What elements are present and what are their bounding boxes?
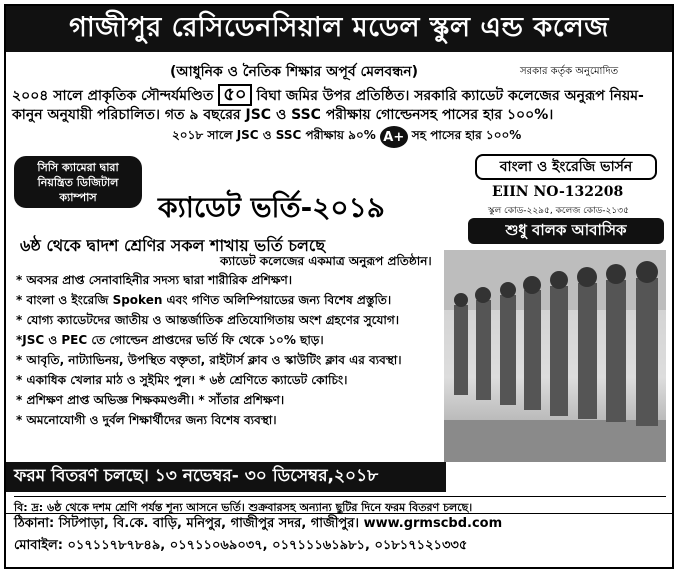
feature-item: * বাংলা ও ইংরেজি Spoken এবং গণিত অলিম্পিয়াডের জন্য বিশেষ প্রস্তুতি। <box>16 293 392 307</box>
boys-residential-badge: শুধু বালক আবাসিক <box>468 218 664 244</box>
footnote: বি: দ্র: ৬ষ্ঠ থেকে দশম শ্রেণি পর্যন্ত শূন্য আসনে ভর্তি। শুক্রবারসহ অন্যান্য ছুটির দিনে ফরম বিতরণ চলছে। <box>14 496 666 518</box>
government-approval: সরকার কর্তৃক অনুমোদিত <box>520 66 619 77</box>
intro-paragraph <box>12 84 662 125</box>
intro-text-2: বিঘা জমির উপর প্রতিষ্ঠিত। সরকারি ক্যাডেট কলেজের অনুরূপ নিয়ম-কানুন অনুযায়ী পরিচালিত। গত ৯ বছরের JSC ও SSC পরীক্ষায় গোল্ডেনসহ পাসের হার ১০০%। <box>12 88 644 123</box>
result-text-2: সহ পাসের হার ১০০% <box>411 128 522 142</box>
eiin-number: EIIN NO-132208 <box>492 184 624 200</box>
school-motto: (আধুনিক ও নৈতিক শিক্ষার অপূর্ব মেলবন্ধন) <box>170 64 419 80</box>
feature-item: * প্রশিক্ষণ প্রাপ্ত অভিজ্ঞ শিক্ষকমণ্ডলী। * সাঁতার প্রশিক্ষণ। <box>16 393 285 407</box>
school-college-codes: স্কুল কোড-২২৯৫, কলেজ কোড-২১৩৫ <box>488 206 629 216</box>
school-title-banner <box>6 6 672 52</box>
phone-numbers: মোবাইল: ০১৭১১৭৮৭৮৪৯, ০১৭১১০৬৯০৩৭, ০১৭১১১৬১৯৮১, ০১৮১৭১২১৩৩৫ <box>14 537 468 553</box>
a-plus-badge: A+ <box>380 126 408 148</box>
feature-list <box>16 270 441 430</box>
address-line: ঠিকানা: সিটপাড়া, বি.কে. বাড়ি, মনিপুর, গাজীপুর সদর, গাজীপুর। www.grmscbd.com <box>6 513 672 535</box>
feature-item: * আবৃতি, নাট্যাভিনয়, উপস্থিত বক্তৃতা, রাইটার্স ক্লাব ও স্কাউটিং ক্লাব এর ব্যবস্থা। <box>16 353 402 367</box>
feature-item: *JSC ও PEC তে গোল্ডেন প্রাপ্তদের ভর্তি ফি থেকে ১০% ছাড়। <box>16 333 324 347</box>
intro-text-1: ২০০৪ সালে প্রাকৃতিক সৌন্দর্যমণ্ডিত <box>12 88 214 104</box>
cadet-parade-photo <box>444 250 666 462</box>
exam-result-line <box>172 126 521 148</box>
school-name: গাজীপুর রেসিডেনসিয়াল মডেল স্কুল এন্ড কলেজ <box>69 11 609 43</box>
only-institution-tagline: ক্যাডেট কলেজের একমাত্র অনুরূপ প্রতিষ্ঠান। <box>220 254 432 268</box>
result-text-1: ২০১৮ সালে JSC ও SSC পরীক্ষায় ৯০% <box>172 128 376 142</box>
bigha-count-box: ৫০ <box>218 84 251 106</box>
cctv-campus-badge: সিসি ক্যামেরা দ্বারা নিয়ন্ত্রিত ডিজিটাল ক্যাম্পাস <box>14 156 142 208</box>
form-distribution-text: ফরম বিতরণ চলছে। ১৩ নভেম্বর- ৩০ ডিসেম্বর,২০১৮ <box>14 466 379 486</box>
version-badge: বাংলা ও ইংরেজি ভার্সন <box>475 154 657 180</box>
feature-item: * অমনোযোগী ও দুর্বল শিক্ষার্থীদের জন্য বিশেষ ব্যবস্থা। <box>16 413 277 427</box>
admission-classes: ৬ষ্ঠ থেকে দ্বাদশ শ্রেণির সকল শাখায় ভর্তি চলছে <box>20 236 326 255</box>
feature-item: * একাধিক খেলার মাঠ ও সুইমিং পুল। * ৬ষ্ঠ শ্রেণিতে ক্যাডেট কোচিং। <box>16 373 348 387</box>
parade-illustration <box>444 250 666 462</box>
feature-item: * যোগ্য ক্যাডেটদের জাতীয় ও আন্তর্জাতিক প্রতিযোগিতায় অংশ গ্রহণের সুযোগ। <box>16 313 400 327</box>
feature-item: * অবসর প্রাপ্ত সেনাবাহিনীর সদস্য দ্বারা শারীরিক প্রশিক্ষণ। <box>16 273 293 287</box>
form-distribution-banner <box>6 462 446 492</box>
admission-title: ক্যাডেট ভর্তি-২০১৯ <box>158 191 385 224</box>
